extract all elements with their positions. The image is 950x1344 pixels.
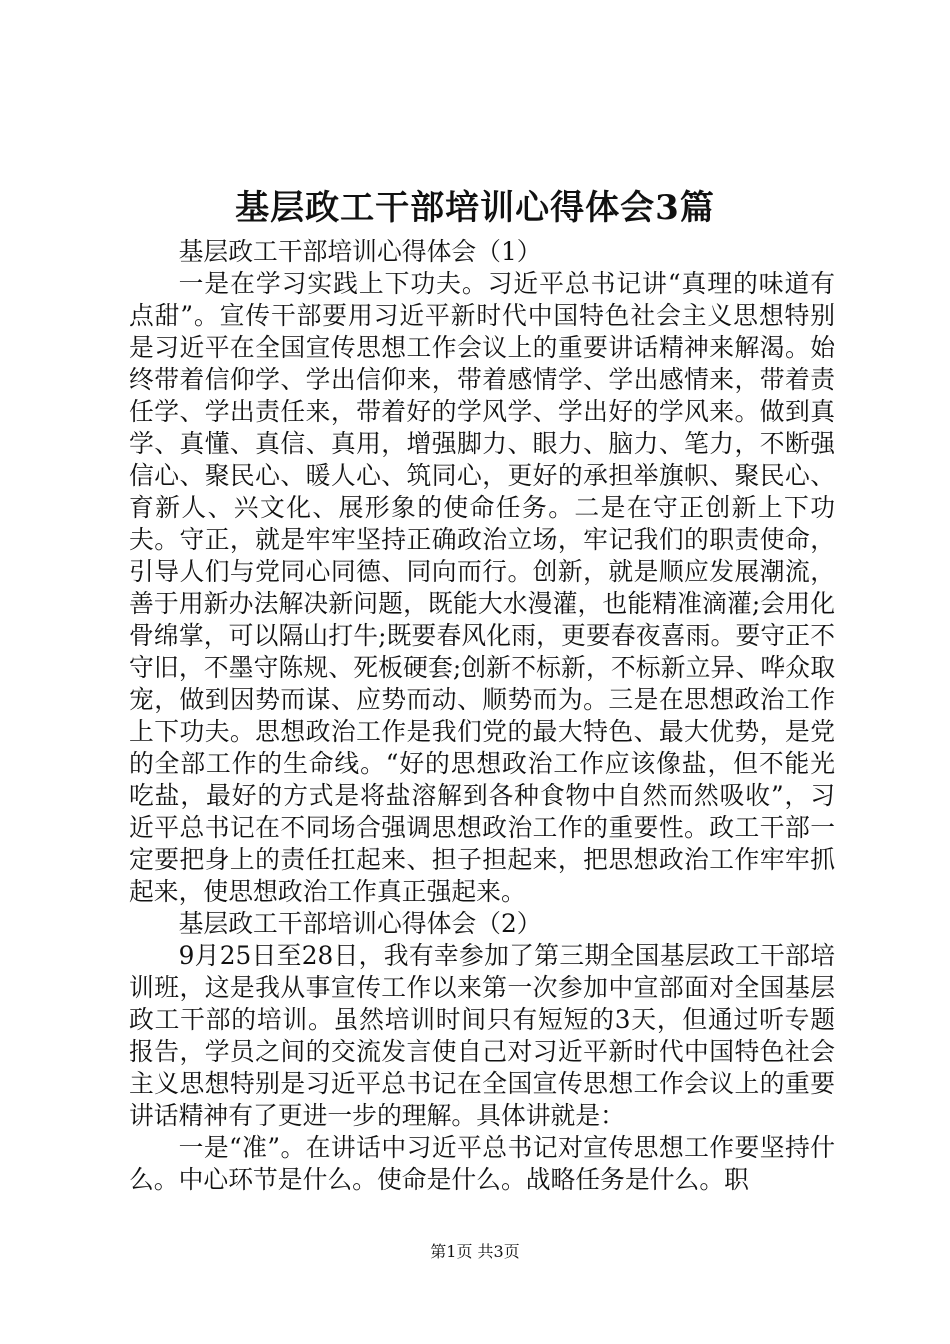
document-title: 基层政工干部培训心得体会3篇 [235,188,715,228]
section-heading-1: 基层政工干部培训心得体会（1） [178,237,542,266]
section-heading-2: 基层政工干部培训心得体会（2） [178,909,542,938]
body-paragraph: 9月25日至28日，我有幸参加了第三期全国基层政工干部培训班，这是我从事宣传工作以来第一次参加中宣部面对全国基层政工干部的培训。虽然培训时间只有短短的3天，但通过听专题报告，学员之间的交流发言使自己对习近平新时代中国特色社会主义思想特别是习近平总书记在全国宣传思想工作会议上的重要讲话精神有了更进一步的理解。具体讲就是： [129,941,835,1130]
document-body [129,236,835,1196]
body-paragraph: 一是“准”。在讲话中习近平总书记对宣传思想工作要坚持什么。中心环节是什么。使命是什么。战略任务是什么。职 [129,1133,835,1194]
body-paragraph: 一是在学习实践上下功夫。习近平总书记讲“真理的味道有点甜”。宣传干部要用习近平新时代中国特色社会主义思想特别是习近平在全国宣传思想工作会议上的重要讲话精神来解渴。始终带着信仰学、学出信仰来，带着感情学、学出感情来，带着责任学、学出责任来，带着好的学风学、学出好的学风来。做到真学、真懂、真信、真用，增强脚力、眼力、脑力、笔力，不断强信心、聚民心、暖人心、筑同心，更好的承担举旗帜、聚民心、育新人、兴文化、展形象的使命任务。二是在守正创新上下功夫。守正，就是牢牢坚持正确政治立场，牢记我们的职责使命，引导人们与党同心同德、同向而行。创新，就是顺应发展潮流，善于用新办法解决新问题，既能大水漫灌，也能精准滴灌;会用化骨绵掌，可以隔山打牛;既要春风化雨，更要春夜喜雨。要守正不守旧，不墨守陈规、死板硬套;创新不标新，不标新立异、哗众取宠，做到因势而谋、应势而动、顺势而为。三是在思想政治工作上下功夫。思想政治工作是我们党的最大特色、最大优势，是党的全部工作的生命线。“好的思想政治工作应该像盐，但不能光吃盐，最好的方式是将盐溶解到各种食物中自然而然吸收”，习近平总书记在不同场合强调思想政治工作的重要性。政工干部一定要把身上的责任扛起来、担子担起来，把思想政治工作牢牢抓起来，使思想政治工作真正强起来。 [129,269,835,906]
page-footer: 第1页 共3页 [430,1242,520,1261]
